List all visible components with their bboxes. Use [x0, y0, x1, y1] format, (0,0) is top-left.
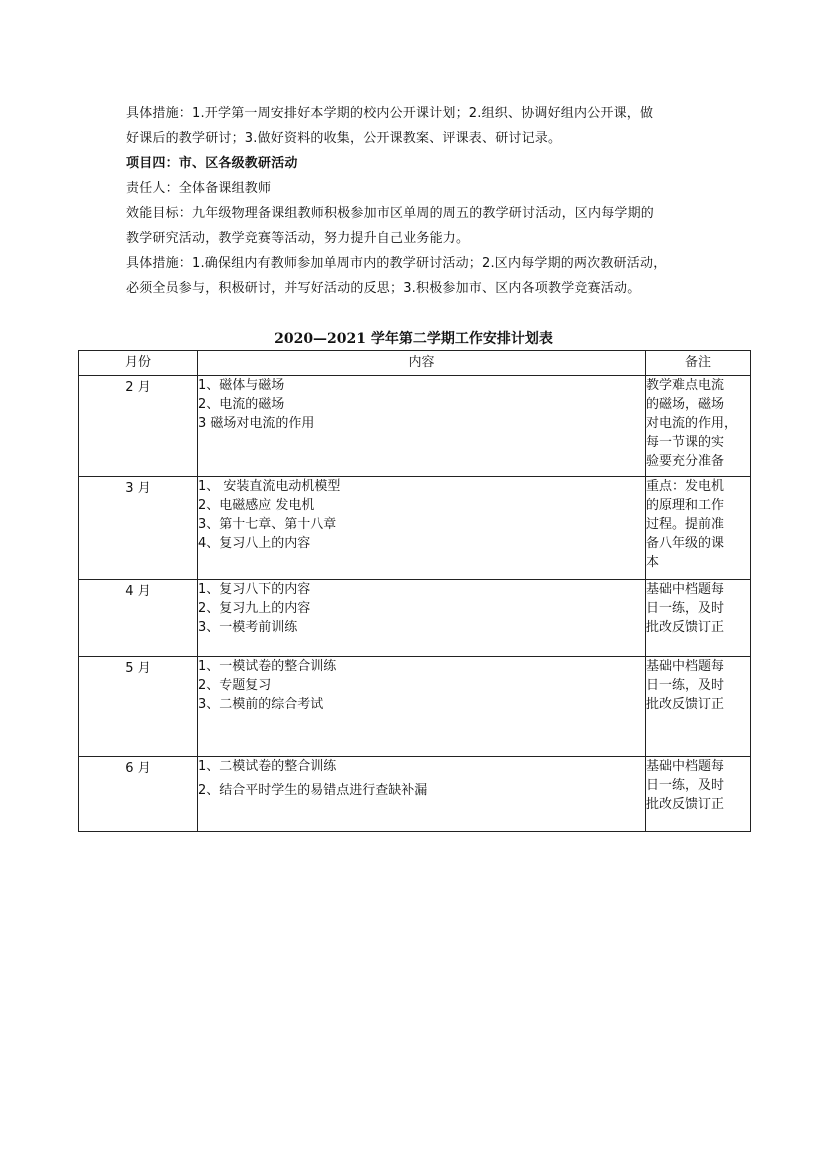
note-line: 日一练，及时 — [646, 678, 725, 693]
text-line: 具体措施：1.开学第一周安排好本学期的校内公开课计划；2.组织、协调好组内公开课，做 — [126, 106, 654, 121]
note-line: 本 — [646, 555, 660, 570]
content-item: 2、结合平时学生的易错点进行查缺补漏 — [198, 783, 428, 798]
note-line: 基础中档题每 — [646, 582, 725, 597]
content-item: 1、二模试卷的整合训练 — [198, 759, 337, 774]
content-item: 3 磁场对电流的作用 — [198, 416, 315, 431]
text-line: 教学研究活动，教学竞赛等活动，努力提升自己业务能力。 — [126, 231, 470, 246]
header-note: 备注 — [646, 351, 751, 376]
table-title: 2020—2021 学年第二学期工作安排计划表 — [274, 331, 553, 347]
note-cell — [646, 657, 751, 757]
content-item: 1、复习八下的内容 — [198, 582, 311, 597]
table-row — [79, 580, 751, 657]
month-cell: 4 月 — [79, 580, 198, 657]
note-line: 重点：发电机 — [646, 479, 725, 494]
table-row — [79, 376, 751, 477]
content-item: 1、一模试卷的整合训练 — [198, 659, 337, 674]
note-line: 批改反馈订正 — [646, 697, 725, 712]
note-line: 备八年级的课 — [646, 536, 725, 551]
text-line: 效能目标：九年级物理备课组教师积极参加市区单周的周五的教学研讨活动，区内每学期的 — [126, 206, 655, 221]
content-item: 3、一模考前训练 — [198, 620, 298, 635]
note-line: 的原理和工作 — [646, 498, 725, 513]
work-plan-table — [78, 350, 751, 832]
header-content: 内容 — [198, 351, 646, 376]
content-cell — [198, 657, 646, 757]
note-line: 批改反馈订正 — [646, 797, 725, 812]
project-four-heading — [126, 151, 726, 176]
text-line: 好课后的教学研讨；3.做好资料的收集，公开课教案、评课表、研讨记录。 — [126, 131, 562, 146]
note-line: 日一练，及时 — [646, 778, 725, 793]
month-cell: 2 月 — [79, 376, 198, 477]
note-line: 教学难点电流 — [646, 378, 725, 393]
measures-paragraph-2 — [126, 251, 726, 301]
content-cell — [198, 757, 646, 832]
responsible-line — [126, 176, 726, 201]
note-line: 基础中档题每 — [646, 659, 725, 674]
content-item: 2、专题复习 — [198, 678, 272, 693]
content-item: 1、 安装直流电动机模型 — [198, 479, 341, 494]
note-cell — [646, 376, 751, 477]
table-row — [79, 757, 751, 832]
text-line: 具体措施：1.确保组内有教师参加单周市内的教学研讨活动；2.区内每学期的两次教研活动， — [126, 256, 667, 271]
note-cell — [646, 757, 751, 832]
content-item: 2、电磁感应 发电机 — [198, 498, 315, 513]
note-cell — [646, 477, 751, 580]
note-line: 验要充分准备 — [646, 454, 725, 469]
content-cell — [198, 580, 646, 657]
note-line: 批改反馈订正 — [646, 620, 725, 635]
table-row — [79, 477, 751, 580]
month-cell: 6 月 — [79, 757, 198, 832]
header-month: 月份 — [79, 351, 198, 376]
text-line: 责任人：全体备课组教师 — [126, 181, 272, 196]
table-header-row — [79, 351, 751, 376]
note-line: 的磁场，磁场 — [646, 397, 725, 412]
content-item: 2、电流的磁场 — [198, 397, 285, 412]
note-line: 对电流的作用， — [646, 416, 738, 431]
note-line: 基础中档题每 — [646, 759, 725, 774]
heading-text: 项目四：市、区各级教研活动 — [126, 156, 298, 171]
content-item: 1、磁体与磁场 — [198, 378, 285, 393]
goal-paragraph — [126, 201, 726, 251]
text-line: 必须全员参与，积极研讨，并写好活动的反思；3.积极参加市、区内各项教学竞赛活动。 — [126, 281, 641, 296]
note-line: 每一节课的实 — [646, 435, 725, 450]
content-cell — [198, 376, 646, 477]
content-item: 4、复习八上的内容 — [198, 536, 311, 551]
month-cell: 5 月 — [79, 657, 198, 757]
table-row — [79, 657, 751, 757]
content-cell — [198, 477, 646, 580]
measures-paragraph-1 — [126, 101, 726, 151]
note-line: 过程。提前准 — [646, 517, 725, 532]
note-line: 日一练，及时 — [646, 601, 725, 616]
note-cell — [646, 580, 751, 657]
content-item: 2、复习九上的内容 — [198, 601, 311, 616]
month-cell: 3 月 — [79, 477, 198, 580]
content-item: 3、二模前的综合考试 — [198, 697, 324, 712]
content-item: 3、第十七章、第十八章 — [198, 517, 337, 532]
